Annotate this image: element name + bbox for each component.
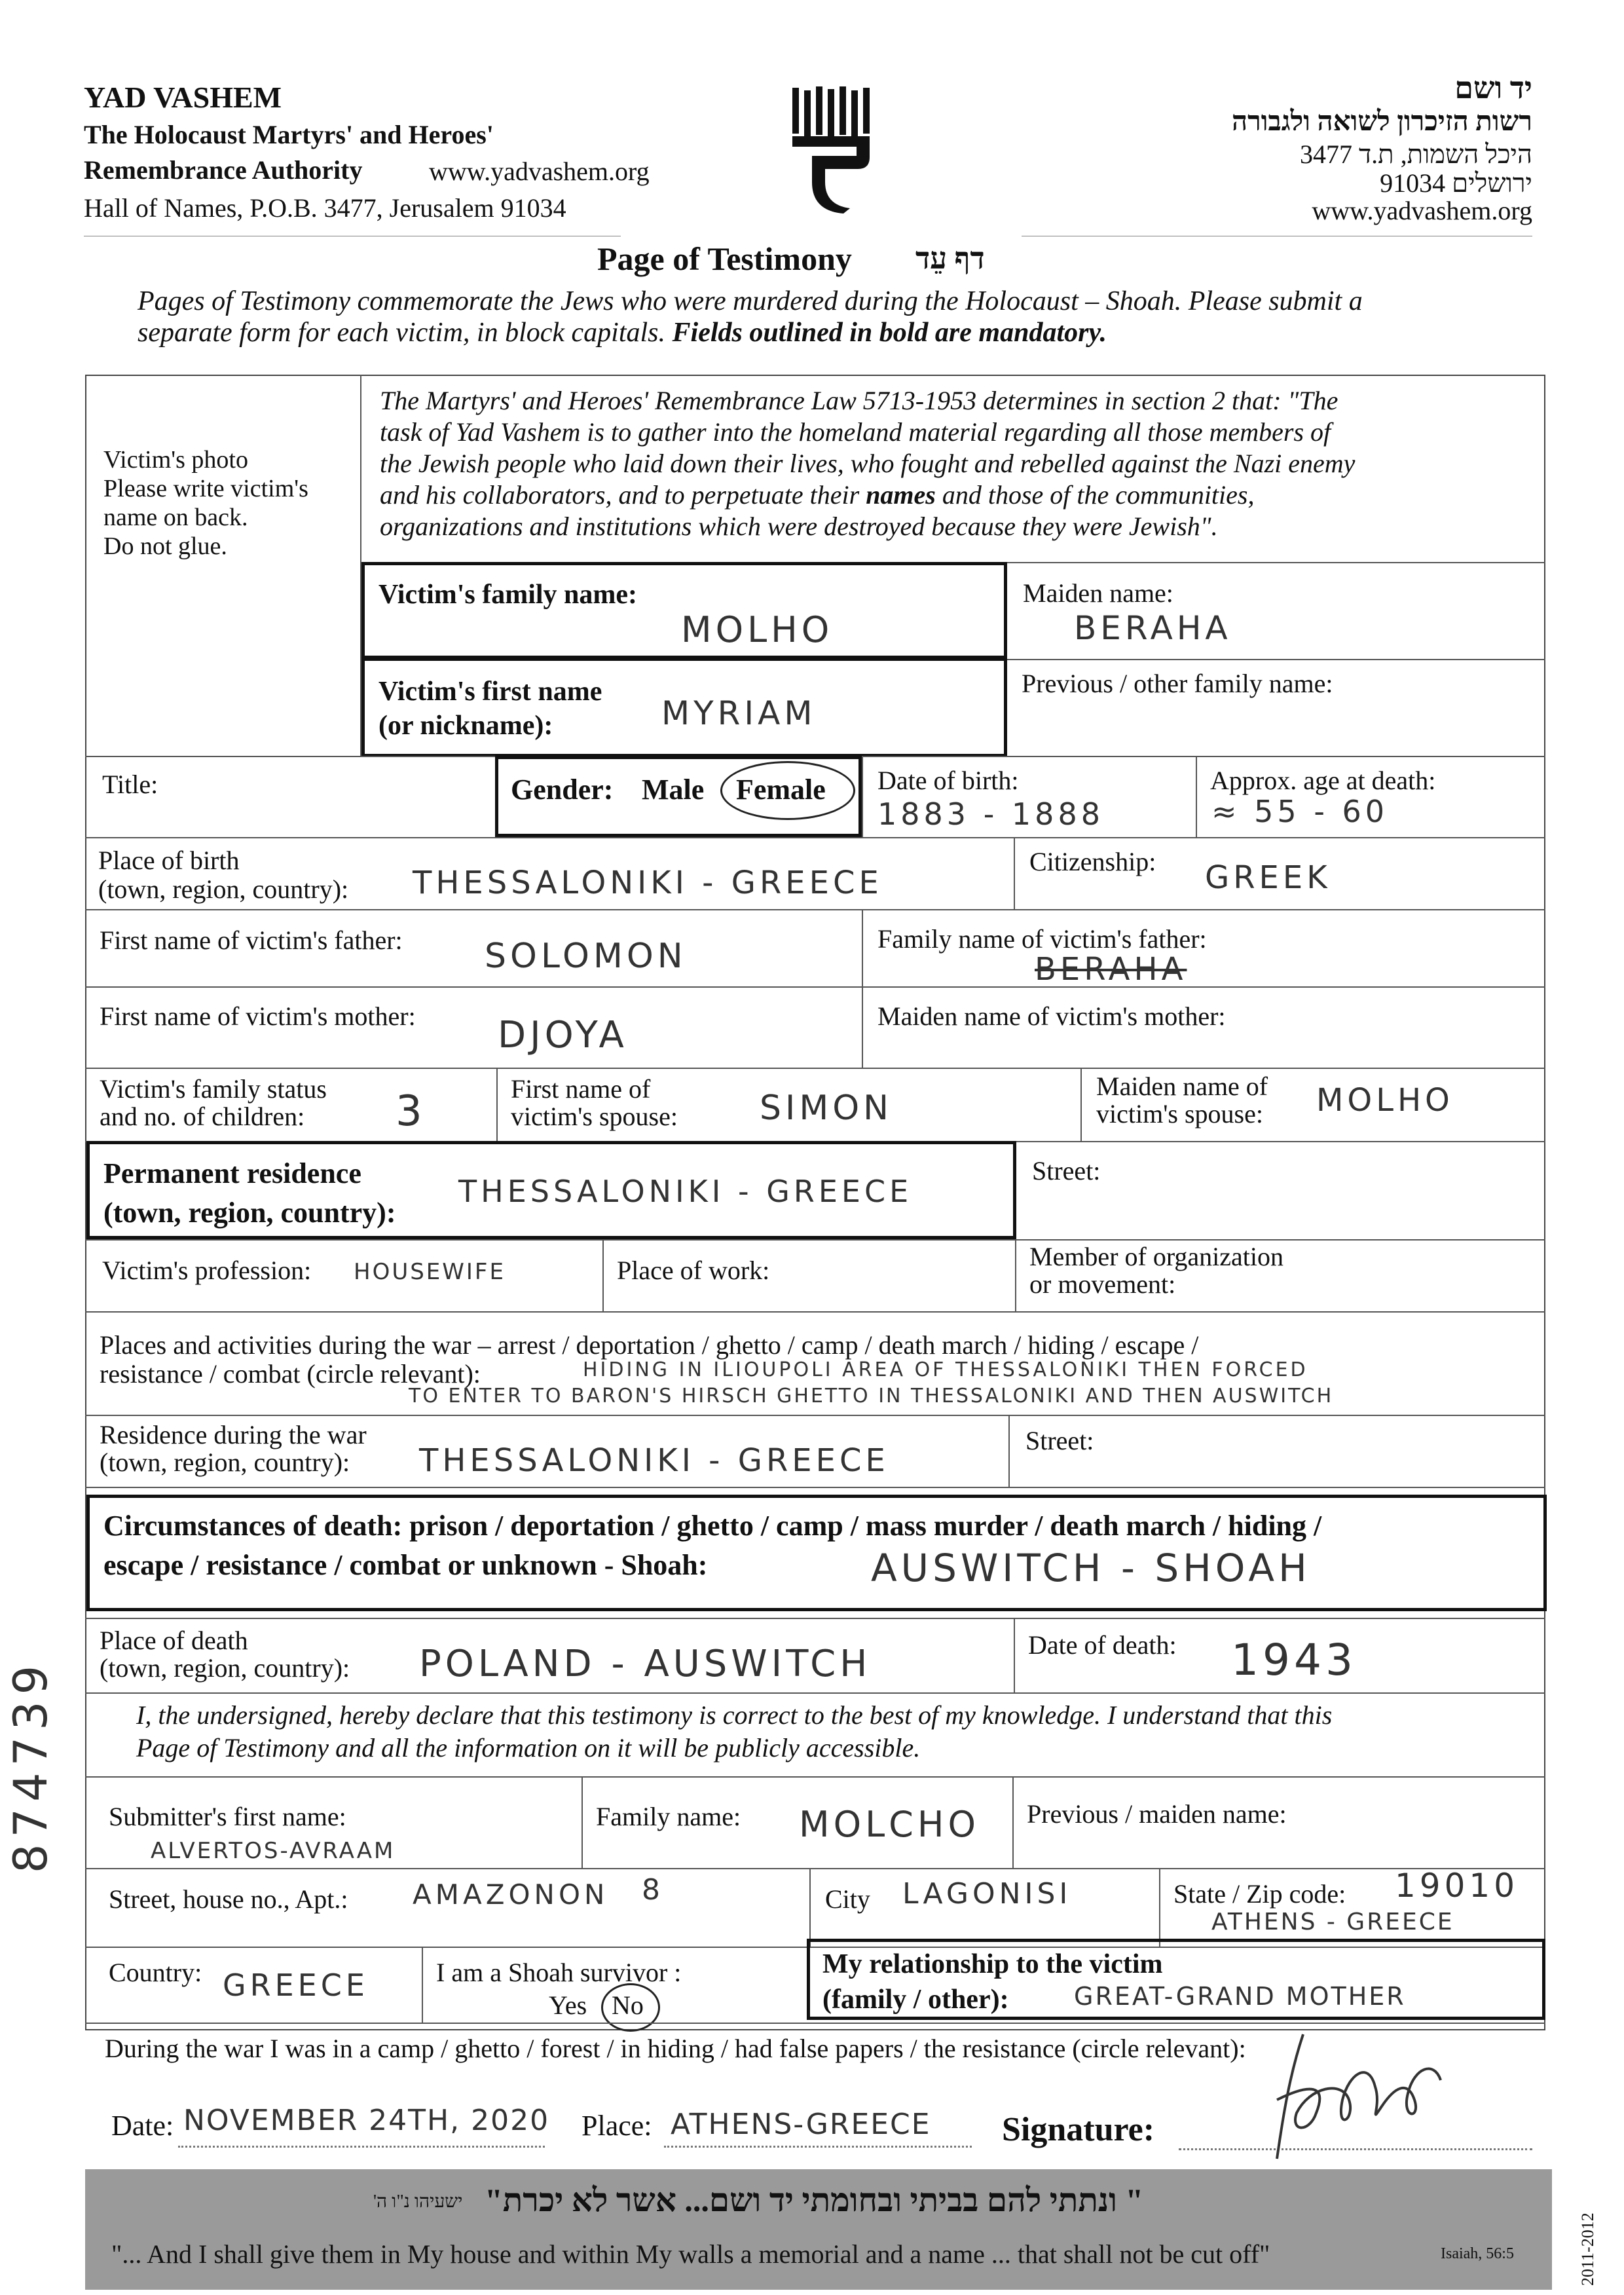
address-he: היכל השמות, ת.ד 3477 <box>1299 140 1532 169</box>
gender-label: Gender: <box>511 774 614 806</box>
intro-line-2-text: separate form for each victim, in block capitals. <box>138 318 666 348</box>
survivor-label: I am a Shoah survivor : <box>436 1958 682 1987</box>
row-mother-top <box>85 986 1545 988</box>
citizenship-value[interactable]: GREEK <box>1205 859 1331 896</box>
law-line-3: the Jewish people who laid down their lives, who fought and rebelled against the Nazi enemy <box>380 449 1356 478</box>
zip-value[interactable]: 19010 <box>1395 1867 1519 1905</box>
zip-label: State / Zip code: <box>1173 1879 1346 1909</box>
law-line-5: organizations and institutions which were destroyed because they were Jewish". <box>380 512 1218 541</box>
status-divider <box>496 1068 498 1141</box>
row-submitter-top <box>85 1776 1545 1778</box>
profession-label: Victim's profession: <box>102 1256 312 1285</box>
war-residence-value[interactable]: THESSALONIKI - GREECE <box>419 1442 889 1479</box>
title-label: Title: <box>102 770 158 799</box>
footer-ref-en: Isaiah, 56:5 <box>1441 2245 1514 2262</box>
place-line <box>664 2146 972 2148</box>
dod-label: Date of death: <box>1028 1630 1177 1660</box>
profession-divider <box>602 1239 604 1311</box>
war-places-label-2: resistance / combat (circle relevant): <box>100 1359 481 1389</box>
maiden-divider <box>1007 659 1545 660</box>
dob-label: Date of birth: <box>877 766 1019 795</box>
intro-bold-note: Fields outlined in bold are mandatory. <box>672 318 1107 348</box>
survivor-yes-option[interactable]: Yes <box>549 1990 587 2020</box>
circumstances-label-1: Circumstances of death: prison / deportation / ghetto / camp / mass murder / death march / hiding / <box>103 1510 1322 1542</box>
gender-male-option[interactable]: Male <box>642 774 705 806</box>
mother-divider <box>862 986 863 1068</box>
law-line-4a: and his collaborators, and to perpetuate their <box>380 480 860 510</box>
row-status-top <box>85 1068 1545 1069</box>
status-label-1: Victim's family status <box>100 1074 327 1104</box>
dod-value[interactable]: 1943 <box>1231 1635 1357 1685</box>
war-places-value-1[interactable]: HIDING IN ILIOUPOLI AREA OF THESSALONIKI THEN FORCED <box>583 1358 1308 1381</box>
declaration-line-2: Page of Testimony and all the information on it will be publicly accessible. <box>136 1733 921 1763</box>
age-divider <box>1196 756 1197 837</box>
row-profession-top <box>85 1239 1545 1241</box>
city-label: City <box>825 1884 870 1914</box>
member-label <box>1029 1243 1283 1298</box>
pod-label <box>100 1627 350 1682</box>
mother-first-label: First name of victim's mother: <box>100 1001 416 1031</box>
city-value[interactable]: LAGONISI <box>902 1877 1072 1911</box>
intro-line-1: Pages of Testimony commemorate the Jews who were murdered during the Holocaust – Shoah. Please submit a <box>138 286 1363 316</box>
residence-label-1: Permanent residence <box>103 1157 361 1189</box>
family-name-label: Victim's family name: <box>378 580 638 610</box>
spouse-first-label-1: First name of <box>511 1074 651 1104</box>
family-name-value[interactable]: MOLHO <box>681 609 834 650</box>
member-label-1: Member of organization <box>1029 1242 1284 1271</box>
law-line-2: task of Yad Vashem is to gather into the homeland material regarding all those members of <box>380 417 1331 447</box>
submitter-family-value[interactable]: MOLCHO <box>799 1804 980 1845</box>
pob-label <box>98 846 348 904</box>
website-en[interactable]: www.yadvashem.org <box>429 157 650 186</box>
place-label: Place: <box>581 2110 652 2142</box>
submitter-family-divider <box>581 1776 583 1868</box>
footer-ref-he: ישעיהו נ"ו ה' <box>373 2192 463 2212</box>
pob-label-1: Place of birth <box>98 846 240 875</box>
first-name-value[interactable]: MYRIAM <box>661 694 817 732</box>
spouse-maiden-label-2: victim's spouse: <box>1096 1099 1263 1129</box>
pob-label-2: (town, region, country): <box>98 874 349 904</box>
dod-divider <box>1014 1618 1015 1692</box>
first-name-label <box>378 675 602 743</box>
relationship-value[interactable]: GREAT-GRAND MOTHER <box>1074 1982 1406 2011</box>
mother-maiden-label: Maiden name of victim's mother: <box>877 1001 1226 1031</box>
age-value[interactable]: ≈ 55 - 60 <box>1211 794 1389 829</box>
signature-scribble[interactable] <box>1264 2021 1460 2172</box>
submitter-family-label: Family name: <box>596 1802 741 1831</box>
first-name-label-2: (or nickname): <box>378 711 553 741</box>
zip-divider <box>1159 1868 1160 1947</box>
first-name-label-1: Victim's first name <box>378 677 602 707</box>
place-value[interactable]: ATHENS-GREECE <box>671 2108 931 2141</box>
father-family-label: Family name of victim's father: <box>877 924 1207 954</box>
war-street-label: Street: <box>1025 1426 1094 1455</box>
member-label-2: or movement: <box>1029 1269 1176 1299</box>
war-residence-label-1: Residence during the war <box>100 1420 367 1449</box>
residence-label-2: (town, region, country): <box>103 1197 396 1229</box>
dob-divider <box>862 756 863 837</box>
row-pob-top <box>85 837 1545 838</box>
residence-label <box>103 1154 396 1233</box>
mother-first-value[interactable]: DJOYA <box>498 1014 628 1056</box>
children-count-value[interactable]: 3 <box>396 1087 426 1136</box>
spouse-maiden-value[interactable]: MOLHO <box>1316 1082 1454 1119</box>
citizenship-label: Citizenship: <box>1029 847 1156 876</box>
org-name-he: יד ושם <box>1454 71 1532 105</box>
submitter-street-number[interactable]: 8 <box>642 1873 664 1907</box>
father-first-value[interactable]: SOLOMON <box>485 937 687 976</box>
country-label: Country: <box>109 1958 202 1987</box>
spouse-divider <box>1080 1068 1082 1141</box>
city-he: ירושלים 91034 <box>1380 168 1532 198</box>
row-pod-top <box>85 1618 1545 1619</box>
spouse-maiden-label <box>1096 1073 1268 1128</box>
maiden-name-value[interactable]: BERAHA <box>1074 609 1232 647</box>
org-subtitle-en: The Holocaust Martyrs' and Heroes' <box>84 120 494 149</box>
signature-label: Signature: <box>1002 2111 1155 2148</box>
gender-female-option[interactable]: Female <box>736 774 826 806</box>
country-value[interactable]: GREECE <box>223 1968 369 2003</box>
law-line-4 <box>380 479 1532 511</box>
pod-label-2: (town, region, country): <box>100 1653 350 1683</box>
row-circ-top <box>85 1487 1545 1488</box>
org-subtitle-he: רשות הזיכרון לשואה ולגבורה <box>1231 107 1532 137</box>
footer-verse-en: "... And I shall give them in My house and within My walls a memorial and a name ... that shall not be cut off" <box>111 2239 1270 2269</box>
law-line-4c: and those of the communities, <box>942 480 1255 510</box>
pod-value[interactable]: POLAND - AUSWITCH <box>419 1643 872 1685</box>
war-residence-label <box>100 1421 367 1476</box>
spouse-first-label-2: victim's spouse: <box>511 1102 678 1131</box>
date-label: Date: <box>111 2110 174 2142</box>
row-war-residence-top <box>85 1415 1545 1416</box>
spouse-first-value[interactable]: SIMON <box>760 1089 893 1128</box>
yad-vashem-logo <box>786 84 877 215</box>
work-label: Place of work: <box>617 1256 770 1285</box>
margin-record-number: 874739 <box>4 1658 58 1873</box>
date-value[interactable]: NOVEMBER 24TH, 2020 <box>183 2104 550 2137</box>
residence-value[interactable]: THESSALONIKI - GREECE <box>458 1174 913 1209</box>
law-text <box>380 385 1532 542</box>
survivor-no-option[interactable]: No <box>612 1990 644 2020</box>
footer-verse-he: " ונתתי להם בביתי ובחומתי יד ושם... אשר לא יכרת" <box>485 2182 1144 2218</box>
father-family-value[interactable]: BERAHA <box>1035 951 1187 988</box>
row-war-top <box>85 1311 1545 1313</box>
website-he[interactable]: www.yadvashem.org <box>1312 196 1532 225</box>
father-first-label: First name of victim's father: <box>100 925 403 955</box>
gender-female-circle <box>720 761 855 820</box>
org-subtitle-en-2: Remembrance Authority <box>84 155 363 185</box>
org-name-en: YAD VASHEM <box>84 81 282 114</box>
photo-line-3: name on back. <box>103 504 248 531</box>
law-names-bold: names <box>866 480 936 510</box>
side-form-code: 2011-2012 <box>1578 2212 1597 2286</box>
photo-line-4: Do not glue. <box>103 532 227 560</box>
war-places-value-2[interactable]: TO ENTER TO BARON'S HIRSCH GHETTO IN THESSALONIKI AND THEN AUSWITCH <box>409 1385 1334 1408</box>
relationship-label-1: My relationship to the victim <box>822 1949 1163 1979</box>
intro-line-2 <box>138 317 1513 348</box>
circumstances-label-2: escape / resistance / combat or unknown - Shoah: <box>103 1549 708 1581</box>
photo-instructions <box>103 445 308 561</box>
row-street-top <box>85 1868 1545 1869</box>
submitter-street-value[interactable]: AMAZONON <box>413 1878 609 1911</box>
submitter-first-value[interactable]: ALVERTOS-AVRAAM <box>151 1838 396 1864</box>
spouse-maiden-label-1: Maiden name of <box>1096 1072 1268 1101</box>
war-street-divider <box>1008 1415 1010 1487</box>
law-line-1: The Martyrs' and Heroes' Remembrance Law 5713-1953 determines in section 2 that: "The <box>380 386 1338 415</box>
circumstances-value[interactable]: AUSWITCH - SHOAH <box>871 1546 1311 1590</box>
dob-value[interactable]: 1883 - 1888 <box>877 796 1104 832</box>
status-label-2: and no. of children: <box>100 1102 305 1131</box>
date-line <box>178 2146 545 2148</box>
relationship-label-2: (family / other): <box>822 1985 1009 2015</box>
page-title: Page of Testimony <box>597 240 852 277</box>
work-divider <box>1015 1239 1016 1311</box>
war-residence-label-2: (town, region, country): <box>100 1447 350 1477</box>
survivor-no-circle <box>601 1983 660 2032</box>
cit-divider <box>1014 837 1015 909</box>
survivor-divider <box>422 1947 423 2023</box>
row-declaration-top <box>85 1692 1545 1694</box>
war-places-label-1: Places and activities during the war – arrest / deportation / ghetto / camp / death march / hiding / escape / <box>100 1330 1199 1360</box>
profession-value[interactable]: HOUSEWIFE <box>354 1259 506 1285</box>
during-war-label: During the war I was in a camp / ghetto / forest / in hiding / had false papers / the resistance (circle relevant): <box>105 2034 1246 2063</box>
page-title-he: דף עֵד <box>915 242 985 275</box>
declaration-line-1: I, the undersigned, hereby declare that this testimony is correct to the best of my knowledge. I understand that this <box>136 1700 1333 1730</box>
zip-value-city-country[interactable]: ATHENS - GREECE <box>1211 1909 1454 1935</box>
submitter-first-label: Submitter's first name: <box>109 1802 346 1831</box>
city-divider <box>809 1868 811 1947</box>
spouse-first-label <box>511 1075 678 1130</box>
photo-line-2: Please write victim's <box>103 475 308 502</box>
intro-text <box>138 286 1513 348</box>
pod-label-1: Place of death <box>100 1626 248 1655</box>
pob-value[interactable]: THESSALONIKI - GREECE <box>413 865 883 901</box>
row-father-top <box>85 909 1545 910</box>
address-en: Hall of Names, P.O.B. 3477, Jerusalem 91034 <box>84 193 566 223</box>
submitter-prev-label: Previous / maiden name: <box>1027 1799 1287 1829</box>
submitter-prev-divider <box>1012 1776 1014 1868</box>
age-label: Approx. age at death: <box>1210 766 1436 795</box>
status-label <box>100 1075 327 1130</box>
previous-name-label: Previous / other family name: <box>1022 669 1333 698</box>
residence-street-label: Street: <box>1032 1156 1101 1185</box>
declaration-text <box>136 1699 1332 1764</box>
photo-line-1: Victim's photo <box>103 446 248 474</box>
submitter-street-label: Street, house no., Apt.: <box>109 1884 348 1914</box>
maiden-name-label: Maiden name: <box>1023 578 1173 608</box>
father-divider <box>862 909 863 986</box>
